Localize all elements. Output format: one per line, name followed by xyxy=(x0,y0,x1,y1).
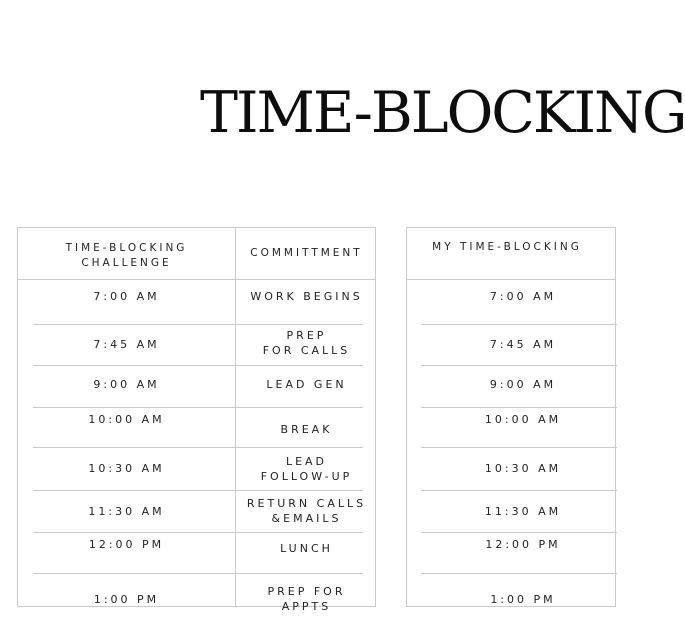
header-time-blocking-challenge: TIME-BLOCKING CHALLENGE xyxy=(65,241,188,269)
my-time-cell: 7:45 AM xyxy=(489,338,557,351)
page-title: TIME-BLOCKING xyxy=(200,80,685,146)
time-cell: 7:00 AM xyxy=(93,289,160,303)
my-time-cell: 9:00 AM xyxy=(489,377,557,391)
time-cell: 10:30 AM xyxy=(88,462,165,475)
row-divider xyxy=(236,407,363,408)
time-cell: 11:30 AM xyxy=(88,504,165,518)
my-time-cell: 1:00 PM xyxy=(490,592,556,606)
commitment-cell: RETURN CALLS &EMAILS xyxy=(246,497,367,525)
time-cell: 1:00 PM xyxy=(93,592,160,606)
my-time-cell: 10:30 AM xyxy=(484,462,562,475)
my-time-cell: 12:00 PM xyxy=(485,538,561,551)
commitment-cell: LUNCH xyxy=(280,542,333,555)
time-cell: 7:45 AM xyxy=(93,338,160,351)
commitment-cell: LEAD FOLLOW-UP xyxy=(260,454,353,483)
my-time-cell: 10:00 AM xyxy=(484,412,562,426)
time-cell: 12:00 PM xyxy=(88,538,165,551)
commitment-cell: LEAD GEN xyxy=(266,377,347,391)
time-cell: 10:00 AM xyxy=(88,412,165,426)
header-my-time-blocking: MY TIME-BLOCKING xyxy=(432,240,582,253)
challenge-table xyxy=(17,227,376,613)
my-time-blocking-table xyxy=(406,227,616,607)
header-committment: COMMITTMENT xyxy=(250,247,363,259)
commitment-cell: WORK BEGINS xyxy=(250,289,363,303)
commitment-cell: PREP FOR APPTS xyxy=(267,585,346,613)
my-time-cell: 11:30 AM xyxy=(484,504,562,518)
my-time-cell: 7:00 AM xyxy=(489,289,557,303)
commitment-cell: PREP FOR CALLS xyxy=(262,328,351,357)
commitment-cell: BREAK xyxy=(280,422,333,436)
time-cell: 9:00 AM xyxy=(93,377,160,391)
